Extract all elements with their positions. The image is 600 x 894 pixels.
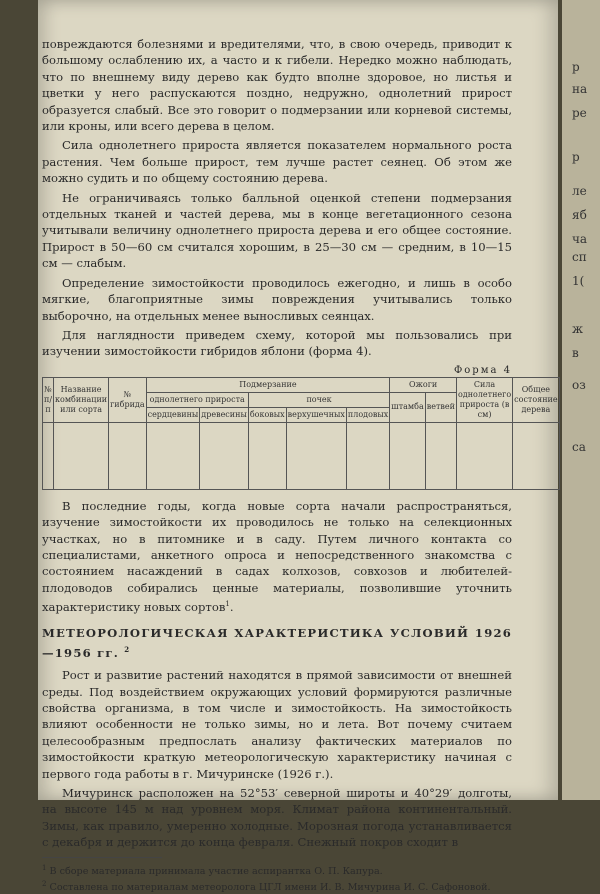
th-annual: однолетнего прироста [146,392,248,407]
th-name: Название комбинации или сорта [54,377,109,422]
side-fragment: сп [572,250,587,264]
paragraph: Мичуринск расположен на 52°53′ северной широты и 40°29′ долготы, на высоте 145 м над уровнем моря. Климат района континентальный. Зимы, как правило, умеренно холодные. Морозная погода устанавливается с декабря и держится до конца февраля. Снежный покров сходит в [42,785,512,850]
side-fragment: р [572,60,580,74]
paragraph: повреждаются болезнями и вредителями, что, в свою очередь, приводит к большому ослаблению их, а часто и к гибели. Нередко можно наблюдать, что по внешнему виду дерево как будто вполне здоровое, но листья и цветки у него распускаются поздно, недружно, однолетний прирост образуется слабый. Все это говорит о подмерзании или корневой системы, или кроны, или всего дерева в целом. [42,37,512,134]
th-state: Общее состояние дерева [513,377,559,422]
facing-page-edge [562,0,600,800]
side-fragment: в [572,346,579,360]
paragraph: Рост и развитие растений находятся в прямой зависимости от внешней среды. Под воздействием окружающих условий формируются различные свойства организма, в том числе и зимостойкость. На зимостойкость влияют особенности не только зимы, но и лета. Вот почему считаем целесообразным предпослать анализу фактических материалов по зимостойкости краткую метеорологическую характеристику начиная с первого года работы в г. Мичуринске (1926 г.). [42,668,512,781]
th-fruit: плодовых [346,407,389,422]
side-fragment: ре [572,106,587,120]
th-lateral: боковых [248,407,286,422]
side-fragment: р [572,150,580,164]
th-num: № п/п [43,377,54,422]
footnote-rule [42,857,162,858]
footnote-1: $^1$ В сборе материала принимала участие аспирантка О. П. Капура. [42,863,383,877]
th-branches: ветвей [425,392,456,422]
footnote-ref: 2 [124,644,131,654]
footnote-2: $^2$ Составлена по материалам метеоролога ЦГЛ имени И. В. Мичурина И. С. Сафоновой. [42,879,491,893]
th-buds: почек [248,392,389,407]
th-stem: штамба [390,392,425,422]
th-wood: древесины [200,407,249,422]
paragraph: Не ограничиваясь только балльной оценкой степени подмерзания отдельных тканей и частей дерева, мы в конце вегетационного сезона учитывали величину однолетнего прироста дерева и его общее состояние. Прирост в 50—60 см считался хорошим, в 25—30 см — средним, в 10—15 см — слабым. [42,190,512,271]
paragraph: Сила однолетнего прироста является показателем нормального роста растения. Чем больше прирост, тем лучше растет сеянец. Об этом же можно судить и по общему состоянию дерева. [42,138,512,186]
paragraph: В последние годы, когда новые сорта начали распространяться, изучение зимостойкости их проводилось не только на селекционных участках, но в питомнике и в саду. Путем личного контакта со специалистами, анкетного опроса и непосредственного знакомства с состоянием насаждений в садах колхозов, совхозов и любителей-плодоводов собирались ценные материалы, позволившие уточнить характеристику новых сортов$^1$. [42,498,512,615]
paragraph: Для наглядности приведем схему, которой мы пользовались при изучении зимостойкости гибридов яблони (форма 4). [42,327,512,359]
side-fragment: ж [572,322,584,336]
text-column [42,36,558,894]
side-fragment: 1( [572,274,585,288]
side-fragment: яб [572,208,587,222]
form-table [42,377,560,490]
form-label: Форма 4 [453,364,512,376]
th-hybrid: № гибрида [109,377,146,422]
th-apical: верхушечных [286,407,346,422]
side-fragment: оз [572,378,586,392]
th-growth: Сила однолетнего прироста (в см) [456,377,512,422]
side-fragment: ча [572,232,588,246]
footnote-ref: 1 [225,600,230,609]
paragraph: Определение зимостойкости проводилось ежегодно, и лишь в особо мягкие, благоприятные зимы повреждения учитывались только выборочно, на отдельных менее выносливых сеянцах. [42,275,512,323]
th-freeze: Подмерзание [146,377,390,392]
section-heading: МЕТЕОРОЛОГИЧЕСКАЯ ХАРАКТЕРИСТИКА УСЛОВИЙ 1926—1956 гг. $^2$ [42,626,512,660]
th-burns: Ожоги [390,377,457,392]
side-fragment: на [572,82,588,96]
th-heartwood: сердцевины [146,407,200,422]
side-fragment: са [572,440,586,454]
paragraph-text: В последние годы, когда новые сорта начали распространяться, изучение зимостойкости их проводилось не только на селекционных участках, но в питомнике и в саду. Путем личного контакта со специалистами, анкетного опроса и непосредственного знакомства с состоянием насаждений в садах колхозов, совхозов и любителей-плодоводов собирались ценные материалы, позволившие уточнить характеристику новых сортов [42,498,512,615]
table-empty-row [43,422,560,489]
side-fragment: ле [572,184,587,198]
